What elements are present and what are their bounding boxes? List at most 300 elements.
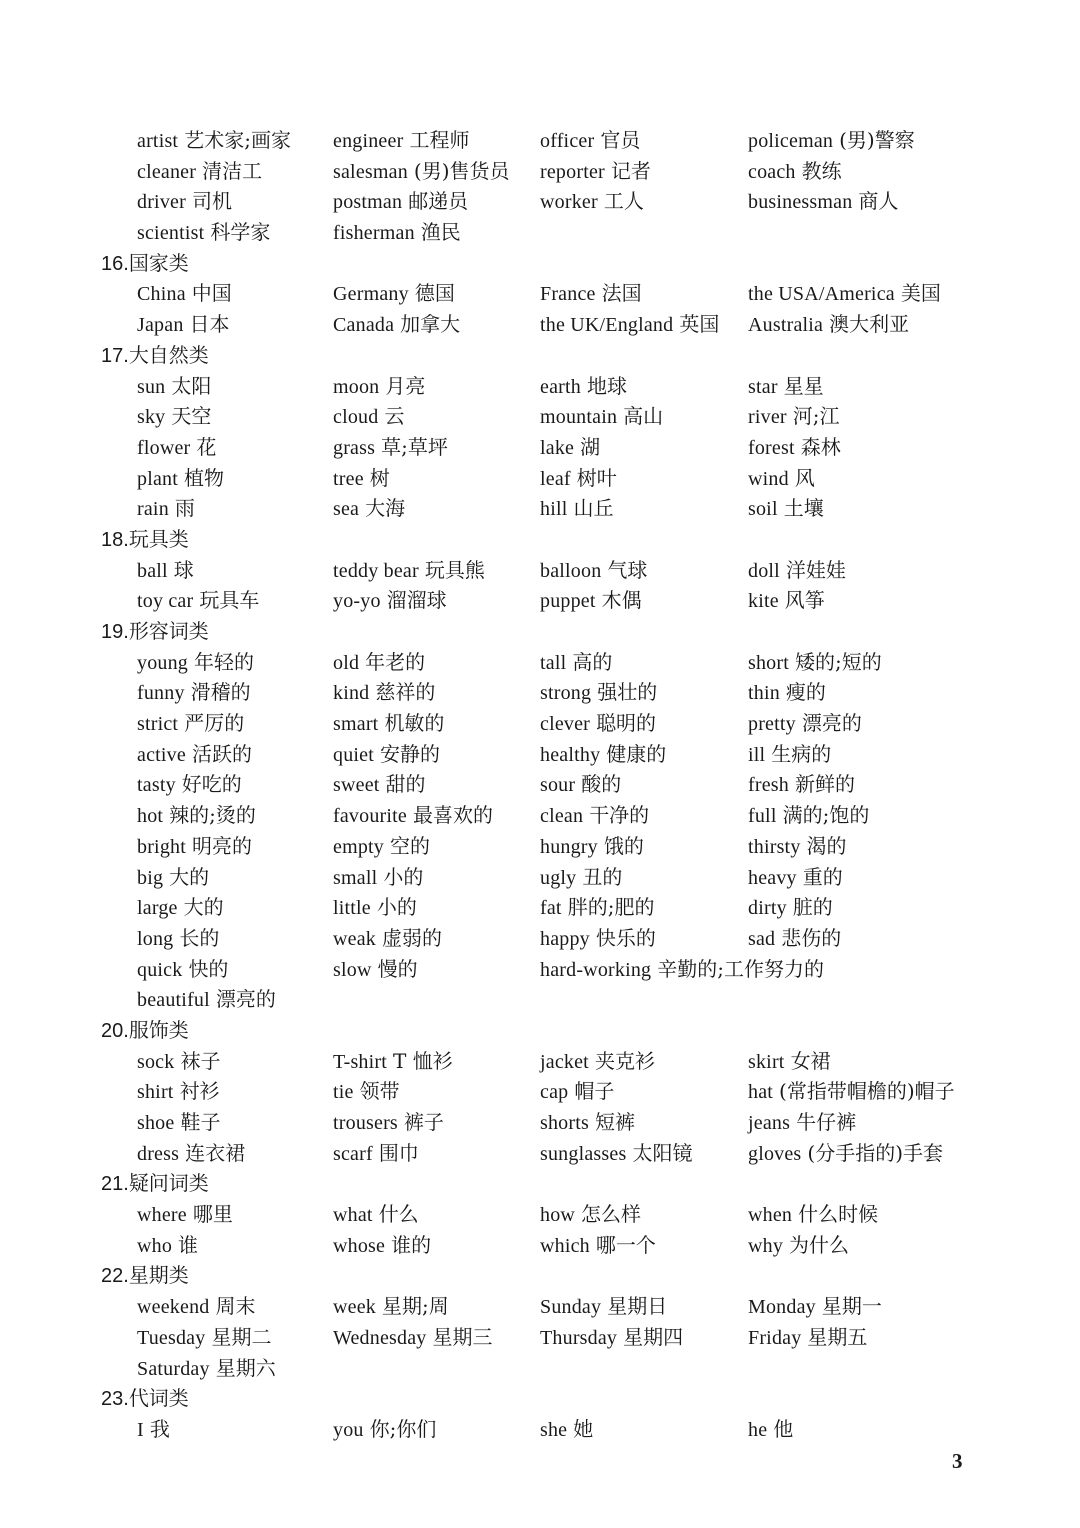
- chinese-meaning: 法国: [601, 281, 642, 306]
- english-word: week: [333, 1296, 376, 1319]
- chinese-meaning: 漂亮的: [801, 711, 862, 736]
- vocab-row: [0, 555, 1080, 586]
- section-heading: [101, 248, 189, 280]
- vocab-entry: [748, 1322, 867, 1354]
- english-word: reporter: [540, 160, 605, 183]
- section-heading: [101, 340, 209, 372]
- vocab-entry: [540, 371, 627, 403]
- vocab-row: [0, 1107, 1080, 1138]
- vocab-entry: [748, 1046, 831, 1078]
- vocab-entry: [333, 217, 461, 249]
- vocab-entry: [333, 401, 404, 433]
- vocab-entry: [333, 493, 405, 525]
- english-word: healthy: [540, 743, 601, 766]
- chinese-meaning: 草;草坪: [381, 434, 448, 459]
- section-heading: [101, 1168, 209, 1200]
- vocab-entry: [540, 892, 654, 924]
- vocab-entry: [137, 217, 270, 249]
- vocab-entry: [540, 309, 719, 341]
- chinese-meaning: 土壤: [783, 496, 824, 521]
- vocab-row: [0, 585, 1080, 616]
- chinese-meaning: 酸的: [581, 772, 622, 797]
- section-heading-row: [0, 1260, 1080, 1291]
- chinese-meaning: 树叶: [576, 465, 617, 490]
- chinese-meaning: 饿的: [603, 833, 644, 858]
- english-word: mountain: [540, 406, 618, 429]
- chinese-meaning: 科学家: [210, 220, 271, 245]
- chinese-meaning: 清洁工: [202, 158, 263, 183]
- chinese-meaning: 重的: [802, 864, 843, 889]
- chinese-meaning: 衬衫: [179, 1079, 220, 1104]
- chinese-meaning: 日本: [189, 312, 230, 337]
- chinese-meaning: 为什么: [789, 1232, 850, 1257]
- chinese-meaning: 夹克衫: [594, 1048, 655, 1073]
- english-word: postman: [333, 191, 403, 214]
- english-word: Wednesday: [333, 1326, 427, 1349]
- chinese-meaning: 围巾: [378, 1140, 419, 1165]
- english-word: she: [540, 1418, 568, 1441]
- vocab-entry: [748, 677, 826, 709]
- chinese-meaning: 渴的: [806, 833, 847, 858]
- english-word: Monday: [748, 1296, 816, 1319]
- vocab-row: [0, 892, 1080, 923]
- chinese-meaning: 星期五: [807, 1324, 868, 1349]
- chinese-meaning: 太阳镜: [632, 1140, 693, 1165]
- vocab-entry: [540, 954, 824, 986]
- english-word: ill: [748, 743, 766, 766]
- english-word: you: [333, 1418, 364, 1441]
- chinese-meaning: 牛仔裤: [796, 1110, 857, 1134]
- chinese-meaning: 花: [196, 434, 217, 459]
- english-word: businessman: [748, 191, 853, 214]
- vocab-entry: [137, 800, 256, 832]
- vocab-entry: [540, 739, 666, 771]
- vocab-row: [0, 217, 1080, 248]
- chinese-meaning: 教练: [801, 158, 842, 183]
- vocab-entry: [137, 1291, 255, 1323]
- english-word: sea: [333, 498, 360, 521]
- english-word: the USA/America: [748, 283, 895, 306]
- vocab-entry: [137, 862, 209, 894]
- english-word: balloon: [540, 559, 602, 582]
- chinese-meaning: (常指带帽檐的)帽子: [779, 1079, 955, 1104]
- chinese-meaning: 森林: [800, 434, 841, 459]
- english-word: Sunday: [540, 1296, 602, 1319]
- chinese-meaning: 甜的: [385, 772, 426, 797]
- vocab-row: [0, 432, 1080, 463]
- vocab-entry: [748, 432, 841, 464]
- chinese-meaning: 艺术家;画家: [184, 128, 291, 152]
- english-word: Thursday: [540, 1326, 618, 1349]
- vocab-entry: [540, 432, 600, 464]
- vocab-entry: [748, 1107, 856, 1139]
- english-word: tree: [333, 467, 364, 490]
- chinese-meaning: 矮的;短的: [795, 649, 882, 674]
- english-word: teddy bear: [333, 559, 419, 582]
- chinese-meaning: 哪一个: [595, 1232, 656, 1257]
- english-word: soil: [748, 498, 778, 521]
- english-word: cap: [540, 1081, 569, 1104]
- vocab-entry: [748, 831, 847, 863]
- chinese-meaning: 我: [149, 1416, 170, 1441]
- vocab-entry: [137, 984, 276, 1016]
- chinese-meaning: 天空: [171, 404, 212, 429]
- english-word: Saturday: [137, 1357, 210, 1380]
- english-word: sun: [137, 375, 166, 398]
- english-word: cleaner: [137, 160, 197, 183]
- vocab-entry: [540, 1230, 656, 1262]
- english-word: funny: [137, 682, 185, 705]
- english-word: small: [333, 866, 378, 889]
- vocab-entry: [137, 585, 259, 617]
- chinese-meaning: 小的: [383, 864, 424, 889]
- english-word: heavy: [748, 866, 797, 889]
- english-word: which: [540, 1234, 590, 1257]
- english-word: worker: [540, 191, 598, 214]
- vocab-entry: [137, 923, 219, 955]
- chinese-meaning: (男)售货员: [413, 158, 510, 183]
- english-word: quiet: [333, 743, 374, 766]
- vocab-entry: [748, 647, 882, 679]
- english-word: trousers: [333, 1112, 398, 1134]
- chinese-meaning: 快乐的: [595, 925, 656, 950]
- vocab-entry: [540, 1199, 641, 1231]
- english-word: sad: [748, 927, 776, 950]
- section-heading-row: [0, 1015, 1080, 1046]
- chinese-meaning: 他: [773, 1416, 794, 1441]
- english-word: where: [137, 1204, 187, 1227]
- chinese-meaning: 雨: [174, 496, 195, 521]
- english-word: young: [137, 651, 188, 674]
- vocab-entry: [333, 585, 447, 617]
- chinese-meaning: 哪里: [192, 1202, 233, 1227]
- vocab-row: [0, 677, 1080, 708]
- vocab-entry: [540, 1138, 692, 1170]
- section-heading-row: [0, 616, 1080, 647]
- chinese-meaning: 帽子: [574, 1079, 615, 1104]
- english-word: who: [137, 1234, 173, 1257]
- chinese-meaning: 她: [573, 1416, 594, 1441]
- vocab-entry: [748, 769, 855, 801]
- vocab-entry: [540, 1322, 683, 1354]
- vocab-entry: [137, 1046, 220, 1078]
- chinese-meaning: 好吃的: [181, 772, 242, 797]
- vocab-row: [0, 463, 1080, 494]
- english-word: the UK/England: [540, 314, 674, 337]
- vocab-entry: [137, 1322, 271, 1354]
- english-word: jacket: [540, 1050, 589, 1073]
- vocab-row: [0, 862, 1080, 893]
- chinese-meaning: 山丘: [573, 496, 614, 521]
- english-word: forest: [748, 436, 795, 459]
- chinese-meaning: 虚弱的: [382, 925, 442, 950]
- english-word: empty: [333, 835, 384, 858]
- vocab-row: [0, 1046, 1080, 1077]
- vocab-row: [0, 156, 1080, 187]
- english-word: clean: [540, 805, 584, 828]
- chinese-meaning: 什么时候: [798, 1202, 879, 1227]
- english-word: T-shirt: [333, 1050, 387, 1073]
- english-word: flower: [137, 436, 191, 459]
- chinese-meaning: 滑稽的: [190, 680, 251, 705]
- vocab-entry: [748, 708, 862, 740]
- chinese-meaning: 记者: [610, 158, 651, 183]
- vocab-row: [0, 1230, 1080, 1261]
- chinese-meaning: 高山: [623, 404, 664, 429]
- english-word: gloves: [748, 1142, 802, 1165]
- vocab-entry: [333, 647, 425, 679]
- chinese-meaning: 玩具熊: [424, 557, 485, 582]
- section-title: 代词类: [128, 1386, 189, 1411]
- english-word: leaf: [540, 467, 571, 490]
- section-number: 18.: [101, 528, 129, 551]
- chinese-meaning: 星期;周: [382, 1294, 449, 1319]
- chinese-meaning: 司机: [191, 189, 232, 214]
- chinese-meaning: 严厉的: [184, 711, 245, 736]
- vocab-entry: [333, 371, 425, 403]
- vocab-entry: [333, 156, 510, 188]
- english-word: earth: [540, 375, 581, 398]
- english-word: salesman: [333, 160, 408, 183]
- english-word: thin: [748, 682, 780, 705]
- vocab-entry: [333, 708, 444, 740]
- english-word: officer: [540, 130, 595, 152]
- english-word: big: [137, 866, 164, 889]
- vocab-entry: [540, 677, 657, 709]
- english-word: fresh: [748, 774, 789, 797]
- vocab-entry: [333, 831, 430, 863]
- vocab-row: [0, 278, 1080, 309]
- chinese-meaning: 悲伤的: [781, 925, 842, 950]
- vocab-entry: [137, 1107, 220, 1139]
- english-word: dirty: [748, 897, 787, 920]
- section-number: 16.: [101, 252, 129, 275]
- vocab-entry: [333, 677, 435, 709]
- page-number: 3: [952, 1449, 963, 1473]
- vocab-row: [0, 309, 1080, 340]
- english-word: pretty: [748, 713, 796, 736]
- english-word: ball: [137, 559, 168, 582]
- english-word: Germany: [333, 283, 409, 306]
- vocab-entry: [333, 309, 460, 341]
- english-word: quick: [137, 958, 183, 981]
- chinese-meaning: 云: [384, 404, 405, 429]
- chinese-meaning: 满的;饱的: [782, 803, 870, 828]
- chinese-meaning: 邮递员: [408, 189, 469, 214]
- vocab-entry: [540, 1076, 614, 1108]
- vocab-row: [0, 493, 1080, 524]
- chinese-meaning: 谁: [178, 1232, 199, 1257]
- chinese-meaning: 健康的: [606, 741, 667, 766]
- vocab-entry: [137, 278, 232, 310]
- vocab-entry: [137, 401, 211, 433]
- vocab-entry: [540, 463, 617, 495]
- chinese-meaning: 大的: [183, 895, 224, 920]
- vocab-entry: [333, 1414, 436, 1446]
- english-word: moon: [333, 375, 380, 398]
- vocab-entry: [748, 585, 825, 617]
- chinese-meaning: 快的: [188, 956, 229, 981]
- english-word: sock: [137, 1050, 175, 1073]
- vocab-entry: [333, 923, 442, 955]
- section-number: 20.: [101, 1019, 129, 1042]
- section-heading: [101, 1015, 189, 1047]
- section-title: 玩具类: [128, 526, 189, 551]
- vocab-entry: [137, 156, 262, 188]
- vocab-row: [0, 708, 1080, 739]
- english-word: slow: [333, 958, 372, 981]
- section-number: 19.: [101, 621, 129, 643]
- vocab-entry: [540, 401, 663, 433]
- vocab-row: [0, 1076, 1080, 1107]
- vocab-entry: [748, 800, 869, 832]
- english-word: yo-yo: [333, 590, 381, 613]
- vocab-entry: [137, 555, 194, 587]
- chinese-meaning: 瘦的: [785, 680, 826, 705]
- vocab-entry: [137, 708, 244, 740]
- vocab-entry: [137, 1353, 276, 1385]
- chinese-meaning: 澳大利亚: [829, 312, 910, 337]
- chinese-meaning: 干净的: [589, 803, 650, 828]
- chinese-meaning: 慈祥的: [375, 680, 436, 705]
- chinese-meaning: 漂亮的: [215, 987, 276, 1012]
- vocab-entry: [748, 862, 843, 894]
- section-title: 国家类: [128, 250, 189, 275]
- vocab-entry: [137, 1414, 170, 1446]
- vocab-entry: [137, 309, 230, 341]
- chinese-meaning: 德国: [414, 281, 455, 306]
- vocab-entry: [540, 186, 644, 218]
- vocab-entry: [748, 156, 842, 188]
- chinese-meaning: 领带: [359, 1079, 400, 1104]
- vocab-entry: [137, 1076, 220, 1108]
- chinese-meaning: 活跃的: [191, 741, 252, 766]
- vocab-entry: [333, 862, 423, 894]
- vocab-row: [0, 371, 1080, 402]
- chinese-meaning: T 恤衫: [393, 1048, 453, 1073]
- vocab-row: [0, 125, 1080, 156]
- english-word: grass: [333, 436, 376, 459]
- english-word: cloud: [333, 406, 379, 429]
- chinese-meaning: 英国: [679, 312, 720, 337]
- english-word: old: [333, 651, 360, 674]
- vocab-row: [0, 984, 1080, 1015]
- chinese-meaning: 工程师: [409, 128, 470, 152]
- chinese-meaning: 气球: [607, 557, 648, 582]
- vocab-entry: [540, 156, 651, 188]
- vocab-entry: [333, 463, 390, 495]
- chinese-meaning: 溜溜球: [386, 588, 447, 613]
- vocab-entry: [333, 278, 455, 310]
- section-heading: [101, 1383, 189, 1415]
- section-title: 服饰类: [128, 1017, 189, 1042]
- english-word: weekend: [137, 1296, 210, 1319]
- english-word: how: [540, 1204, 576, 1227]
- chinese-meaning: 空的: [390, 833, 430, 858]
- chinese-meaning: 中国: [191, 281, 232, 306]
- chinese-meaning: 生病的: [771, 741, 832, 766]
- vocab-entry: [333, 186, 468, 218]
- chinese-meaning: (男)警察: [839, 128, 915, 152]
- english-word: tasty: [137, 774, 176, 797]
- english-word: river: [748, 406, 787, 429]
- chinese-meaning: 短裤: [594, 1110, 635, 1134]
- english-word: plant: [137, 467, 178, 490]
- vocab-entry: [748, 739, 831, 771]
- chinese-meaning: 星期日: [607, 1294, 668, 1319]
- chinese-meaning: 机敏的: [384, 711, 445, 736]
- vocab-entry: [748, 463, 815, 495]
- english-word: policeman: [748, 130, 834, 152]
- english-word: whose: [333, 1234, 386, 1257]
- vocab-entry: [137, 1138, 245, 1170]
- english-word: beautiful: [137, 989, 210, 1012]
- english-word: hill: [540, 498, 568, 521]
- vocab-entry: [333, 1199, 419, 1231]
- vocab-entry: [333, 739, 440, 771]
- chinese-meaning: 玩具车: [199, 588, 260, 613]
- chinese-meaning: 官员: [600, 128, 641, 152]
- chinese-meaning: 星期二: [211, 1324, 272, 1349]
- vocab-entry: [137, 432, 216, 464]
- vocab-entry: [137, 739, 252, 771]
- section-heading-row: [0, 1383, 1080, 1414]
- chinese-meaning: 大的: [169, 864, 210, 889]
- vocab-entry: [137, 647, 254, 679]
- chinese-meaning: 小的: [376, 895, 417, 920]
- chinese-meaning: 女裙: [790, 1048, 831, 1073]
- chinese-meaning: 最喜欢的: [413, 803, 493, 828]
- vocab-entry: [540, 555, 647, 587]
- english-word: strict: [137, 713, 179, 736]
- english-word: hard-working: [540, 958, 652, 981]
- vocab-entry: [540, 800, 649, 832]
- vocab-entry: [137, 831, 252, 863]
- chinese-meaning: 大海: [365, 496, 406, 521]
- english-word: scientist: [137, 222, 205, 245]
- vocab-row: [0, 800, 1080, 831]
- chinese-meaning: 太阳: [171, 373, 212, 398]
- chinese-meaning: 辣的;烫的: [169, 803, 256, 828]
- chinese-meaning: 洋娃娃: [785, 557, 846, 582]
- vocab-entry: [748, 186, 898, 218]
- vocab-entry: [748, 555, 846, 587]
- vocab-entry: [333, 1138, 419, 1170]
- english-word: full: [748, 805, 777, 828]
- english-word: tall: [540, 651, 567, 674]
- chinese-meaning: 渔民: [420, 220, 461, 245]
- english-word: smart: [333, 713, 379, 736]
- chinese-meaning: 星期一: [821, 1294, 882, 1319]
- vocab-row: [0, 739, 1080, 770]
- vocab-entry: [137, 677, 251, 709]
- vocab-entry: [748, 923, 841, 955]
- chinese-meaning: 高的: [572, 649, 613, 674]
- vocab-row: [0, 1414, 1080, 1445]
- english-word: ugly: [540, 866, 577, 889]
- vocab-entry: [748, 371, 824, 403]
- vocab-entry: [748, 278, 941, 310]
- section-number: 17.: [101, 344, 129, 367]
- vocab-entry: [333, 892, 417, 924]
- english-word: shorts: [540, 1112, 589, 1134]
- chinese-meaning: 风筝: [784, 588, 825, 613]
- chinese-meaning: 胖的;肥的: [567, 895, 655, 920]
- vocab-entry: [540, 923, 656, 955]
- vocab-entry: [137, 892, 224, 924]
- vocab-entry: [540, 493, 613, 525]
- english-word: happy: [540, 927, 590, 950]
